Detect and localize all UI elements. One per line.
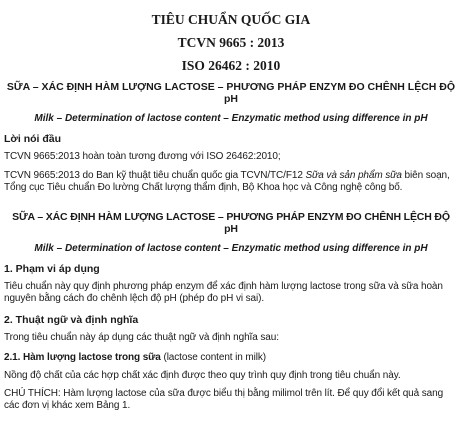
iso-number: ISO 26462 : 2010 xyxy=(181,58,281,73)
section-2-1-term: 2.1. Hàm lượng lactose trong sữa xyxy=(4,352,161,363)
section-2-1-definition: Nồng độ chất của các hợp chất xác định được theo quy trình quy định trong tiêu chuẩn này. xyxy=(4,370,401,381)
body-title-vi: SỮA – XÁC ĐỊNH HÀM LƯỢNG LACTOSE – PHƯƠNG PHÁP ENZYM ĐO CHÊNH LỆCH ĐỘ pH xyxy=(12,210,450,235)
document-title-vi: SỮA – XÁC ĐỊNH HÀM LƯỢNG LACTOSE – PHƯƠNG PHÁP ENZYM ĐO CHÊNH LỆCH ĐỘ pH xyxy=(6,81,456,105)
standard-number: TCVN 9665 : 2013 xyxy=(177,35,285,50)
foreword-paragraph-1: TCVN 9665:2013 hoàn toàn tương đương với ISO 26462:2010; xyxy=(4,151,281,162)
section-2-heading: 2. Thuật ngữ và định nghĩa xyxy=(4,313,139,326)
foreword-p2-italic: Sữa và sản phẩm sữa xyxy=(305,169,402,181)
section-2-1-english: (lactose content in milk) xyxy=(160,352,266,363)
standard-heading: TIÊU CHUẨN QUỐC GIA xyxy=(151,12,311,27)
section-2-text: Trong tiêu chuẩn này áp dụng các thuật ngữ và định nghĩa sau: xyxy=(4,331,279,343)
foreword-p2-text-b: biên soạn, Tổng cục Tiêu chuẩn Đo lường Chất lượng thẩm định, Bộ Khoa học và Công nghệ công bố. xyxy=(4,169,450,193)
foreword-p2-text-a: TCVN 9665:2013 do Ban kỹ thuật tiêu chuẩn quốc gia TCVN/TC/F12 xyxy=(4,169,306,181)
section-2-note: CHÚ THÍCH: Hàm lượng lactose của sữa được biểu thị bằng milimol trên lít. Để quy đổi kết quả sang các đơn vị khác xem Bảng 1. xyxy=(4,387,444,411)
section-1-heading: 1. Phạm vi áp dụng xyxy=(4,262,100,275)
body-title-en: Milk – Determination of lactose content – Enzymatic method using difference in pH xyxy=(34,242,428,254)
foreword-paragraph-2 xyxy=(4,170,458,195)
section-2-1-line xyxy=(4,352,458,364)
section-1-text: Tiêu chuẩn này quy định phương pháp enzym để xác định hàm lượng lactose trong sữa và sữa hoàn nguyên bằng cách đo chênh lệch độ pH (phép đo pH vi sai). xyxy=(4,280,443,304)
foreword-heading: Lời nói đầu xyxy=(4,133,62,145)
document-title-en: Milk – Determination of lactose content – Enzymatic method using difference in pH xyxy=(34,113,428,124)
